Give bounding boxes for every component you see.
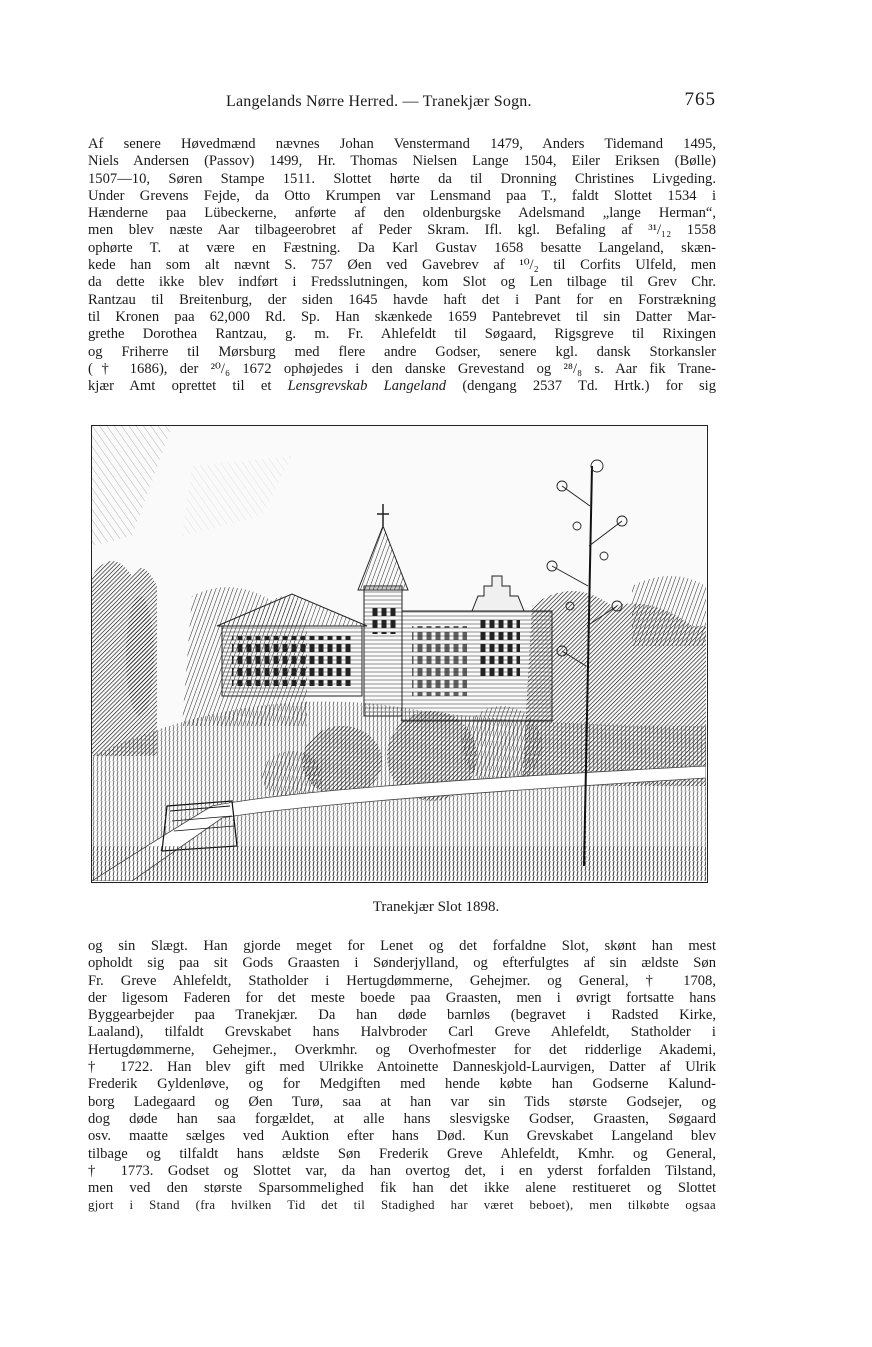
text-line: † 1722. Han blev gift med Ulrikke Antoinette Danneskjold-Laurvigen, Datter af Ulrik bbox=[88, 1059, 716, 1076]
text-line: Rantzau til Breitenburg, der siden 1645 havde haft det i Pant for en Forstrækning bbox=[88, 291, 716, 308]
text-line: 1507—10, Søren Stampe 1511. Slottet hørte da til Dronning Christines Livgeding. bbox=[88, 170, 716, 187]
page-number: 765 bbox=[684, 89, 716, 110]
text-line: gjort i Stand (fra hvilken Tid det til Stadighed har været beboet), men tilkøbte ogsaa bbox=[88, 1198, 716, 1213]
text-line: ophørte T. at være en Fæstning. Da Karl Gustav 1658 besatte Langeland, skæn- bbox=[88, 239, 716, 256]
text-line: da dette ikke blev indført i Fredsslutningen, kom Slot og Len tilbage til Grev Chr. bbox=[88, 274, 716, 291]
figure-caption: Tranekjær Slot 1898. bbox=[372, 899, 500, 915]
text-line: Af senere Høvedmænd nævnes Johan Venstermand 1479, Anders Tidemand 1495, bbox=[88, 136, 716, 152]
text-line: Hertugdømmerne, Gehejmer., Overkmhr. og Overhofmester for det ridderlige Akademi, bbox=[88, 1041, 716, 1058]
text-line: kede han som alt nævnt S. 757 Øen ved Gavebrev af ¹⁰/₂ til Corfits Ulfeld, men bbox=[88, 257, 716, 274]
text-line: borg Ladegaard og Øen Turø, saa at han var sin Tids største Godsejer, og bbox=[88, 1093, 716, 1110]
engraving-tranekjaer-castle bbox=[91, 425, 708, 883]
body-text-bottom bbox=[88, 938, 716, 1215]
running-title: Langelands Nørre Herred. — Tranekjær Sogn. bbox=[226, 93, 532, 110]
text-line: tilbage og tilfaldt hans ældste Søn Frederik Greve Ahlefeldt, Kmhr. og General, bbox=[88, 1145, 716, 1162]
text-line: † 1773. Godset og Slottet var, da han overtog det, i en yderst forfalden Tilstand, bbox=[88, 1162, 716, 1179]
text-line: men blev næste Aar tilbageerobret af Peder Skram. Ifl. kgl. Befaling af ³¹/₁₂ 1558 bbox=[88, 222, 716, 239]
text-line: Hænderne paa Lübeckerne, anførte af den oldenburgske Adelsmand „lange Herman“, bbox=[88, 205, 716, 222]
text-line: grethe Dorothea Rantzau, g. m. Fr. Ahlefeldt til Søgaard, Rigsgreve til Rixingen bbox=[88, 326, 716, 343]
body-text-top bbox=[88, 136, 716, 395]
text-line: der ligesom Faderen for det meste boede paa Graasten, men i øvrigt fortsatte hans bbox=[88, 989, 716, 1006]
text-line: osv. maatte sælges ved Auktion efter hans Død. Kun Grevskabet Langeland blev bbox=[88, 1128, 716, 1145]
text-line: Niels Andersen (Passov) 1499, Hr. Thomas Nielsen Lange 1504, Eiler Eriksen (Bølle) bbox=[88, 153, 716, 170]
text-line: Byggearbejder paa Tranekjær. Da han døde barnløs (begravet i Radsted Kirke, bbox=[88, 1007, 716, 1024]
text-line: og Friherre til Mørsburg med flere andre Godser, senere kgl. dansk Storkansler bbox=[88, 343, 716, 360]
text-line: og sin Slægt. Han gjorde meget for Lenet og det forfaldne Slot, skønt han mest bbox=[88, 938, 716, 954]
text-line: til Kronen paa 62,000 Rd. Sp. Han skænkede 1659 Pantebrevet til sin Datter Mar- bbox=[88, 308, 716, 325]
text-line: Under Grevens Fejde, da Otto Krumpen var Lensmand paa T., faldt Slottet 1534 i bbox=[88, 187, 716, 204]
engraving-illustration bbox=[92, 426, 706, 881]
text-line: dog døde han saa forgældet, at alle hans slesvigske Godser, Graasten, Søgaard bbox=[88, 1110, 716, 1127]
text-line: kjær Amt oprettet til et Lensgrevskab Langeland (dengang 2537 Td. Hrtk.) for sig bbox=[88, 378, 716, 395]
text-line: Frederik Gyldenløve, og for Medgiften med hende købte han Godserne Kalund- bbox=[88, 1076, 716, 1093]
page-header bbox=[88, 89, 716, 117]
text-line: Fr. Greve Ahlefeldt, Statholder i Hertugdømmerne, Gehejmer. og General, † 1708, bbox=[88, 972, 716, 989]
italic-term: Lensgrevskab Langeland bbox=[287, 378, 447, 395]
text-line: men ved den største Sparsommelighed fik han det ikke alene restitueret og Slottet bbox=[88, 1180, 716, 1197]
text-line: Laaland), tilfaldt Grevskabet hans Halvbroder Carl Greve Ahlefeldt, Statholder i bbox=[88, 1024, 716, 1041]
text-line: opholdt sig paa sit Gods Graasten i Sønderjylland, og efterfulgtes af sin ældste Søn bbox=[88, 955, 716, 972]
text-line: († 1686), der ²⁰/₆ 1672 ophøjedes i den danske Grevestand og ²⁸/₈ s. Aar fik Trane- bbox=[88, 360, 716, 377]
